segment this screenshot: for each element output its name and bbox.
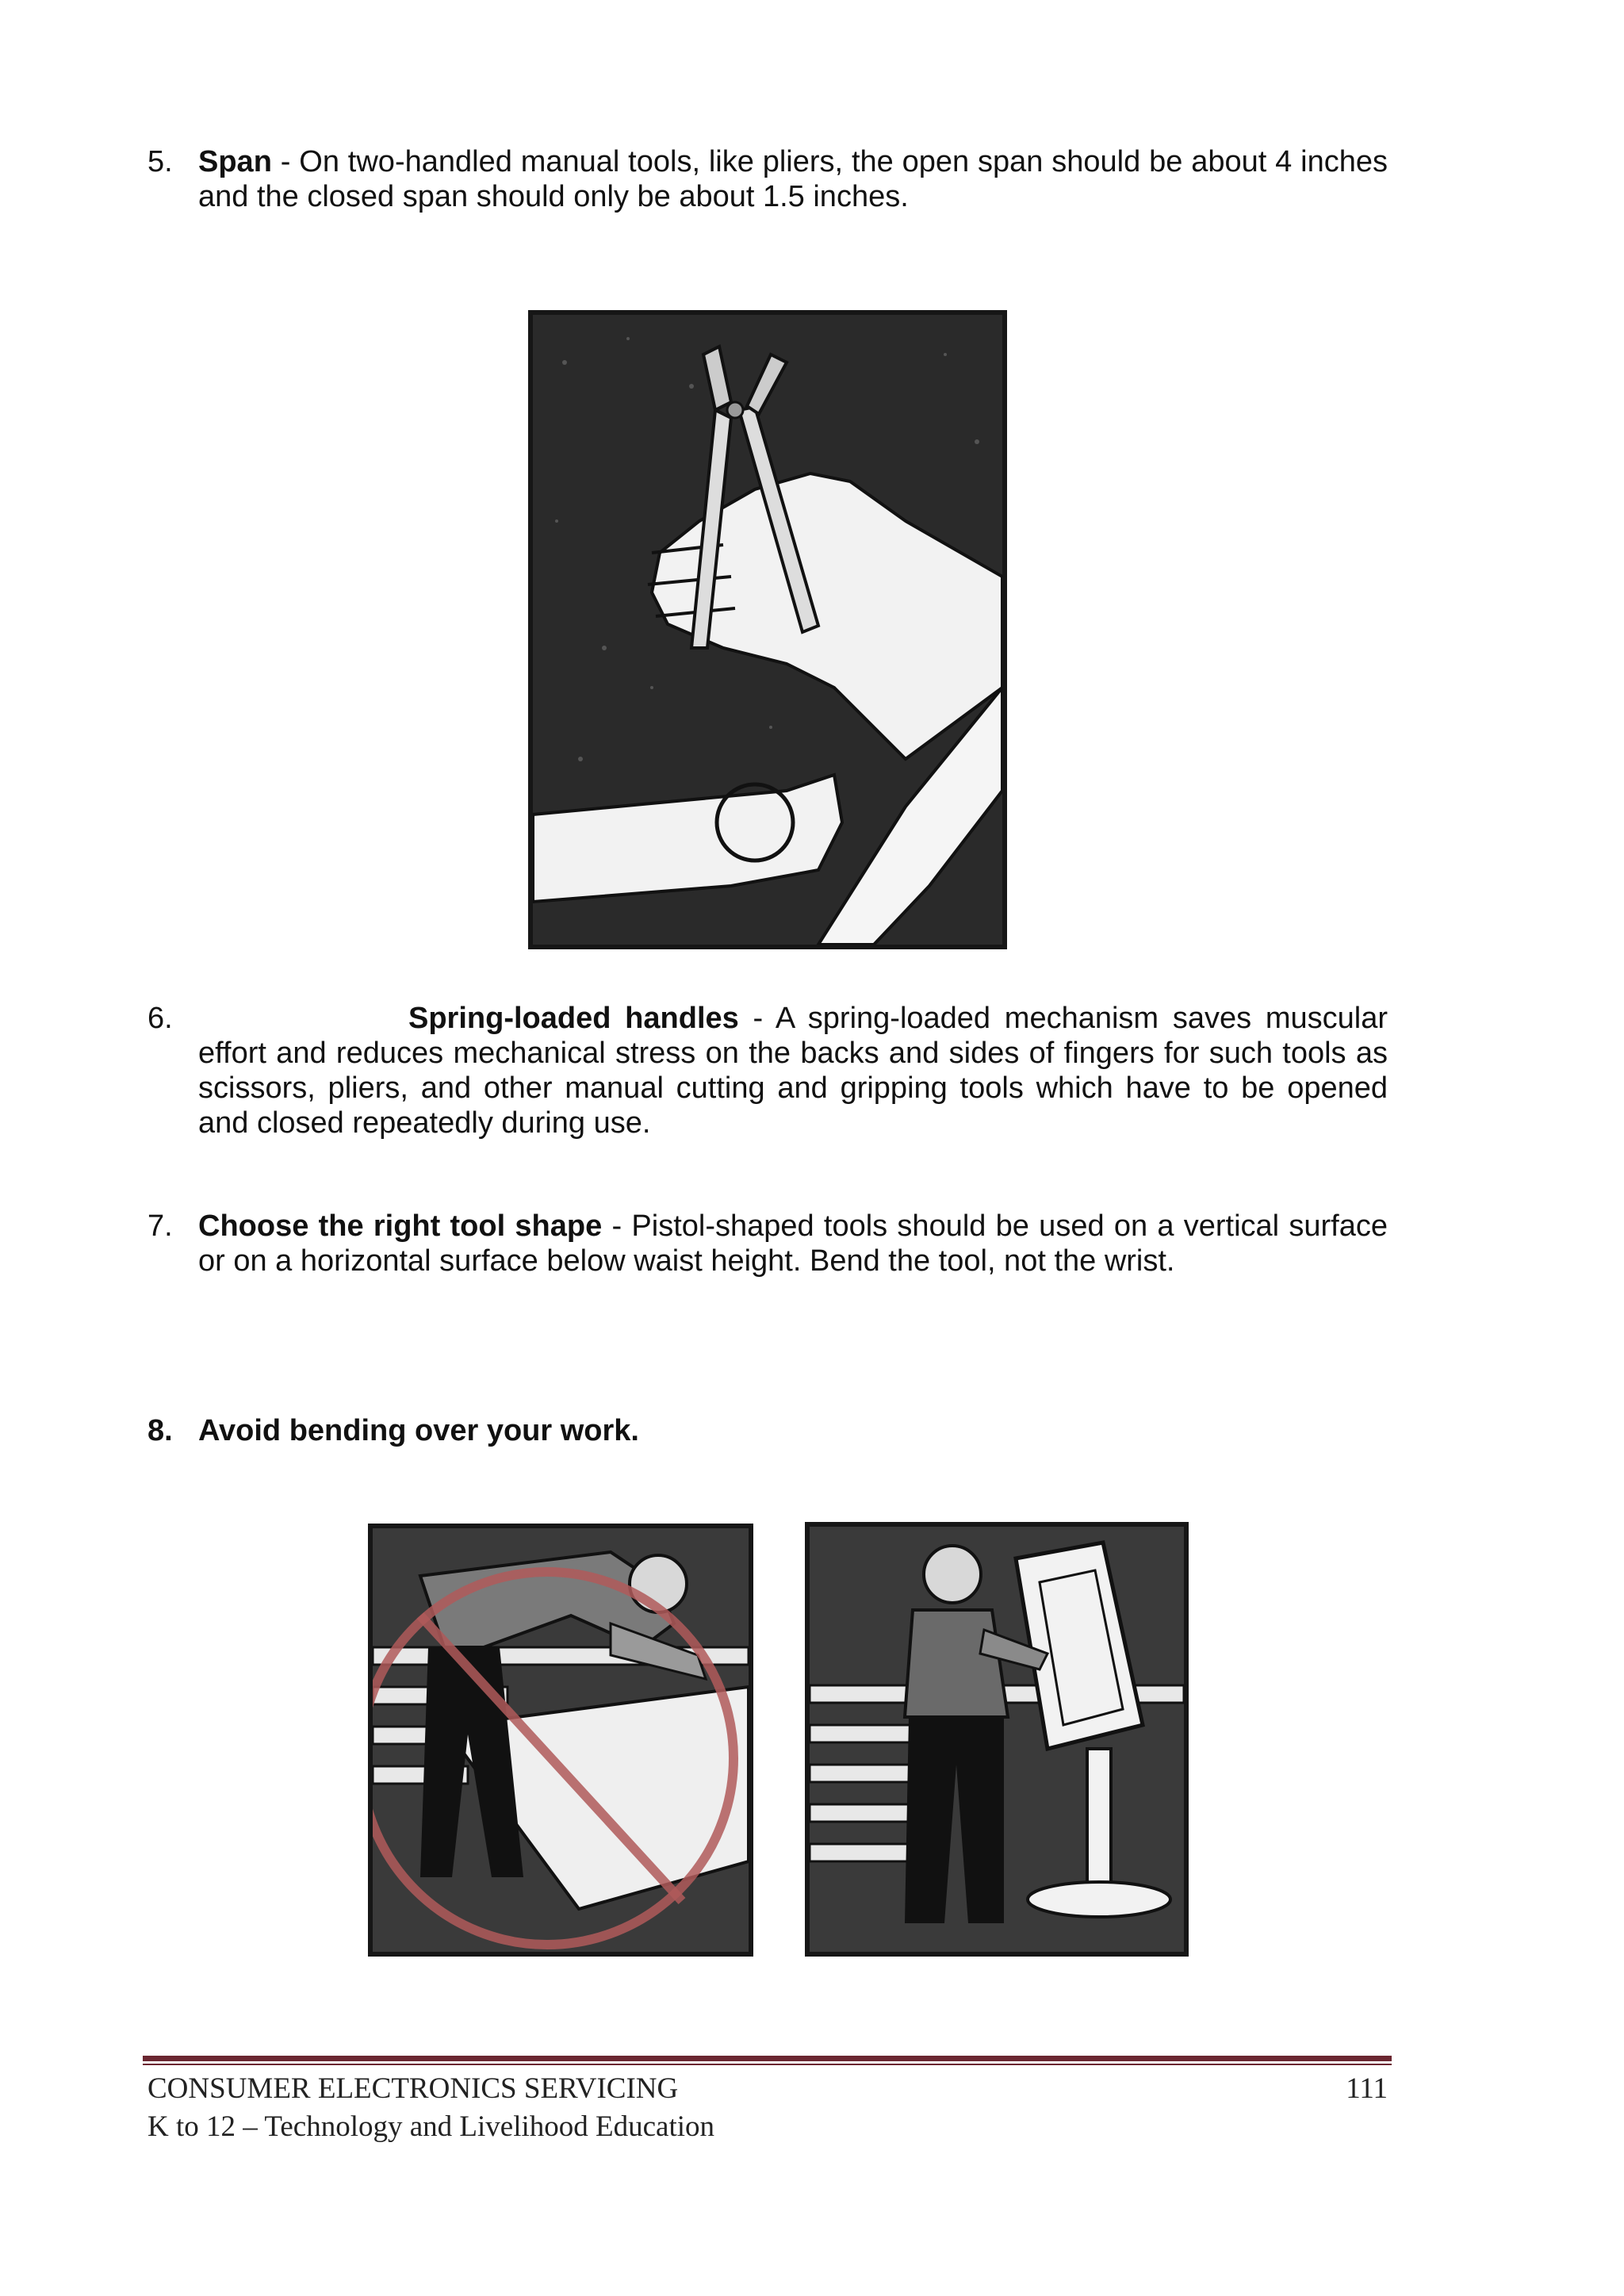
item-text: - Pistol-shaped tools should be used on a vertical surface or on a horizontal surface below waist height. Bend the tool, not the wrist. bbox=[198, 1209, 1388, 1278]
list-item-span bbox=[147, 144, 1388, 214]
footer-rule-thin bbox=[143, 2064, 1392, 2065]
pliers-span-illustration bbox=[528, 310, 1007, 949]
item-number: 6. bbox=[147, 1002, 173, 1035]
item-body bbox=[198, 1001, 1388, 1140]
item-number: 7. bbox=[147, 1209, 173, 1243]
item-text: - A spring-loaded mechanism saves muscular effort and reduces mechanical stress on the backs and sides of fingers for such tools as scissors, pliers, and other manual cutting and gripping tools which have to be opened and closed repeatedly during use. bbox=[198, 1002, 1388, 1140]
item-body bbox=[198, 1413, 1388, 1448]
footer-subtitle: K to 12 – Technology and Livelihood Education bbox=[147, 2110, 715, 2143]
item-body bbox=[198, 144, 1388, 214]
footer-line-2 bbox=[147, 2110, 1388, 2145]
item-title: Spring-loaded handles bbox=[408, 1002, 739, 1035]
bending-over-work-illustration bbox=[368, 1524, 753, 1957]
list-item-tool-shape bbox=[147, 1209, 1388, 1278]
list-item-spring-loaded bbox=[147, 1001, 1388, 1140]
footer-rule bbox=[143, 2056, 1392, 2061]
footer-course-title: CONSUMER ELECTRONICS SERVICING bbox=[147, 2072, 679, 2105]
item-number: 5. bbox=[147, 145, 173, 178]
item-title: Span bbox=[198, 145, 272, 178]
item-text: - On two-handled manual tools, like pliers, the open span should be about 4 inches and the closed span should only be about 1.5 inches. bbox=[198, 145, 1388, 213]
item-title: Avoid bending over your work. bbox=[198, 1414, 639, 1447]
footer-line-1 bbox=[147, 2072, 1388, 2106]
page-number: 111 bbox=[1346, 2072, 1388, 2105]
item-body bbox=[198, 1209, 1388, 1278]
item-number: 8. bbox=[147, 1414, 173, 1447]
item-title: Choose the right tool shape bbox=[198, 1209, 603, 1243]
list-item-avoid-bending bbox=[147, 1413, 1388, 1448]
upright-posture-illustration bbox=[805, 1522, 1189, 1957]
